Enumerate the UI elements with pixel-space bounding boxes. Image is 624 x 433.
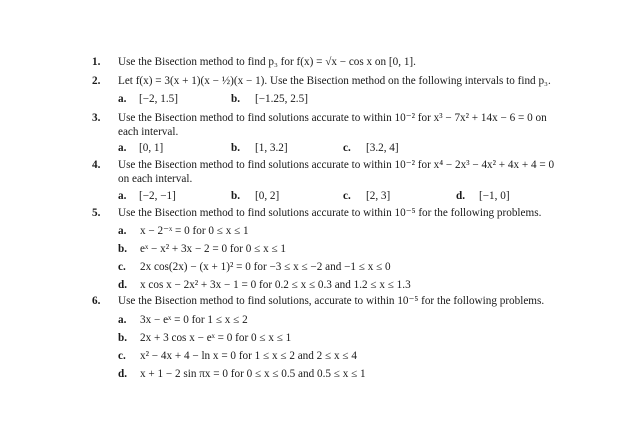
problem-1-number: 1. — [92, 56, 101, 68]
problem-2a-label: a. — [118, 93, 127, 105]
problem-6d-label: d. — [118, 368, 128, 380]
problem-2-number: 2. — [92, 75, 101, 87]
problem-4d-label: d. — [456, 190, 466, 202]
problem-3a-interval: [0, 1] — [139, 142, 164, 154]
problem-5d-label: d. — [118, 279, 128, 291]
problem-5c-equation: 2x cos(2x) − (x + 1)² = 0 for −3 ≤ x ≤ −2 and −1 ≤ x ≤ 0 — [140, 261, 391, 273]
problem-5b-label: b. — [118, 243, 128, 255]
problem-5a-equation: x − 2⁻ˣ = 0 for 0 ≤ x ≤ 1 — [140, 225, 249, 237]
problem-4a-label: a. — [118, 190, 127, 202]
problem-1-text: Use the Bisection method to find p₃ for f(x) = √x − cos x on [0, 1]. — [118, 56, 416, 68]
problem-6b-equation: 2x + 3 cos x − eˣ = 0 for 0 ≤ x ≤ 1 — [140, 332, 292, 344]
problem-4b-interval: [0, 2] — [255, 190, 280, 202]
problem-6a-label: a. — [118, 314, 127, 326]
problem-5b-equation: eˣ − x² + 3x − 2 = 0 for 0 ≤ x ≤ 1 — [140, 243, 287, 255]
problem-6d-equation: x + 1 − 2 sin πx = 0 for 0 ≤ x ≤ 0.5 and 0.5 ≤ x ≤ 1 — [140, 368, 366, 380]
problem-4-number: 4. — [92, 159, 101, 171]
problem-4d-interval: [−1, 0] — [479, 190, 510, 202]
problem-6-number: 6. — [92, 295, 101, 307]
problem-2-text: Let f(x) = 3(x + 1)(x − ½)(x − 1). Use the Bisection method on the following intervals to find p₃. — [118, 75, 551, 87]
problem-4-text-line-2: on each interval. — [118, 173, 193, 185]
problem-5a-label: a. — [118, 225, 127, 237]
problem-2b-label: b. — [231, 93, 241, 105]
problem-3c-interval: [3.2, 4] — [366, 142, 399, 154]
problem-5-number: 5. — [92, 207, 101, 219]
problem-3-number: 3. — [92, 112, 101, 124]
problem-3-text-line-1: Use the Bisection method to find solutions accurate to within 10⁻² for x³ − 7x² + 14x − 6 = 0 on — [118, 112, 547, 124]
problem-5d-equation: x cos x − 2x² + 3x − 1 = 0 for 0.2 ≤ x ≤ 0.3 and 1.2 ≤ x ≤ 1.3 — [140, 279, 411, 291]
problem-6b-label: b. — [118, 332, 128, 344]
problem-6c-label: c. — [118, 350, 126, 362]
problem-2b-interval: [−1.25, 2.5] — [255, 93, 308, 105]
problem-3b-label: b. — [231, 142, 241, 154]
problem-4c-interval: [2, 3] — [366, 190, 391, 202]
problem-3-text-line-2: each interval. — [118, 126, 179, 138]
problem-5c-label: c. — [118, 261, 126, 273]
problem-5-text: Use the Bisection method to find solutions accurate to within 10⁻⁵ for the following problems. — [118, 207, 542, 219]
problem-6a-equation: 3x − eˣ = 0 for 1 ≤ x ≤ 2 — [140, 314, 248, 326]
problem-3b-interval: [1, 3.2] — [255, 142, 288, 154]
problem-4a-interval: [−2, −1] — [139, 190, 176, 202]
problem-6-text: Use the Bisection method to find solutions, accurate to within 10⁻⁵ for the following problems. — [118, 295, 545, 307]
problem-3c-label: c. — [343, 142, 351, 154]
problem-4c-label: c. — [343, 190, 351, 202]
problem-2a-interval: [−2, 1.5] — [139, 93, 178, 105]
problem-6c-equation: x² − 4x + 4 − ln x = 0 for 1 ≤ x ≤ 2 and 2 ≤ x ≤ 4 — [140, 350, 357, 362]
problem-3a-label: a. — [118, 142, 127, 154]
problem-4-text-line-1: Use the Bisection method to find solutions accurate to within 10⁻² for x⁴ − 2x³ − 4x² + 4x + 4 = 0 — [118, 159, 555, 171]
problem-4b-label: b. — [231, 190, 241, 202]
